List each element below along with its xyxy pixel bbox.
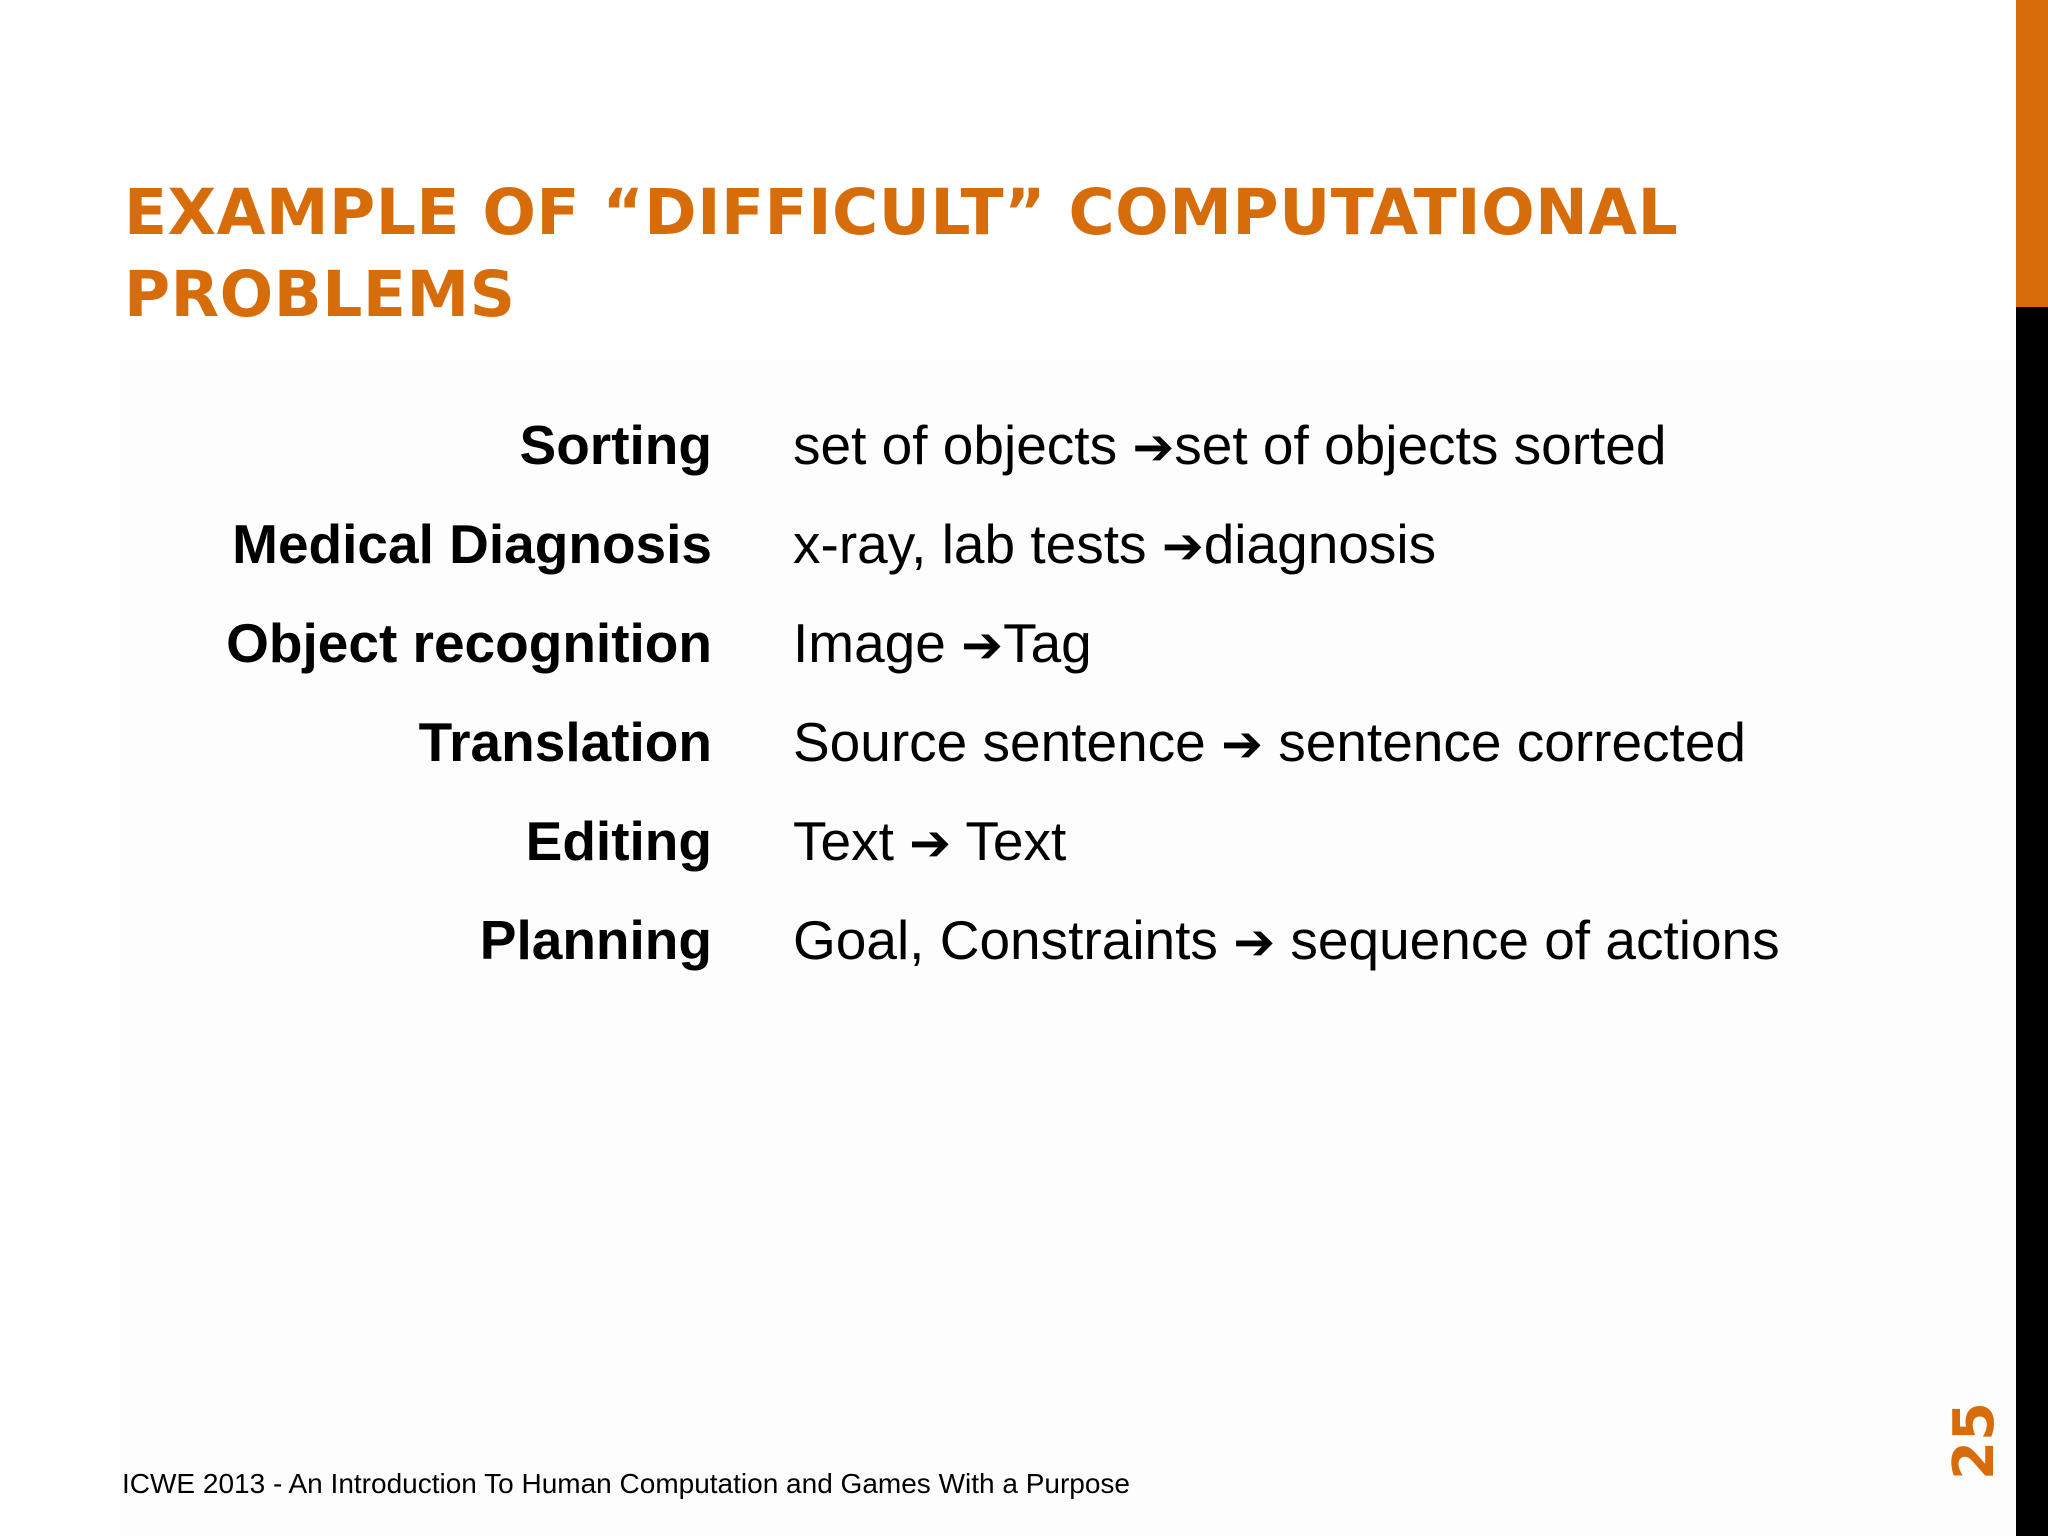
problem-input: x-ray, lab tests [793, 513, 1162, 575]
problem-label: Object recognition [226, 612, 712, 674]
slide-footer: ICWE 2013 - An Introduction To Human Computation and Games With a Purpose [122, 1468, 1130, 1499]
problem-mapping [793, 702, 1746, 784]
slide-title-line: EXAMPLE OF “DIFFICULT” COMPUTATIONAL [124, 176, 1679, 249]
problem-label: Sorting [519, 414, 712, 476]
problem-mapping [793, 405, 1666, 487]
right-arrow-icon: ➔ [1161, 517, 1204, 575]
right-arrow-icon: ➔ [909, 814, 952, 872]
slide-title-line: PROBLEMS [124, 258, 516, 331]
problem-output: Text [951, 810, 1067, 872]
problem-label: Editing [525, 810, 712, 872]
problem-input: Image [793, 612, 962, 674]
problem-label: Planning [479, 909, 712, 971]
right-arrow-icon: ➔ [1132, 418, 1175, 476]
slide-title [124, 172, 1984, 336]
problem-mapping [793, 801, 1066, 883]
problem-label: Medical Diagnosis [232, 513, 712, 575]
side-bar-accent [2016, 0, 2048, 307]
right-arrow-icon: ➔ [1221, 715, 1263, 773]
problem-mapping [793, 504, 1436, 586]
right-arrow-icon: ➔ [1233, 913, 1276, 971]
problem-row [0, 504, 2016, 603]
problem-input: Source sentence [793, 711, 1222, 773]
problem-row [0, 603, 2016, 702]
problem-output: sentence corrected [1262, 711, 1747, 773]
side-bar [2016, 0, 2048, 1536]
problem-mapping [793, 603, 1092, 685]
page-number: 25 [1942, 1402, 2007, 1480]
right-arrow-icon: ➔ [961, 616, 1004, 674]
problem-input: set of objects [793, 414, 1133, 476]
problem-mapping [793, 900, 1780, 982]
problem-row [0, 702, 2016, 801]
problem-input: Goal, Constraints [793, 909, 1234, 971]
problem-table [0, 405, 2016, 999]
problem-output: diagnosis [1203, 513, 1437, 575]
problem-row [0, 801, 2016, 900]
problem-output: set of objects sorted [1174, 414, 1667, 476]
problem-input: Text [793, 810, 910, 872]
problem-label: Translation [418, 711, 712, 773]
problem-output: sequence of actions [1275, 909, 1780, 971]
problem-output: Tag [1003, 612, 1092, 674]
problem-row [0, 900, 2016, 999]
problem-row [0, 405, 2016, 504]
